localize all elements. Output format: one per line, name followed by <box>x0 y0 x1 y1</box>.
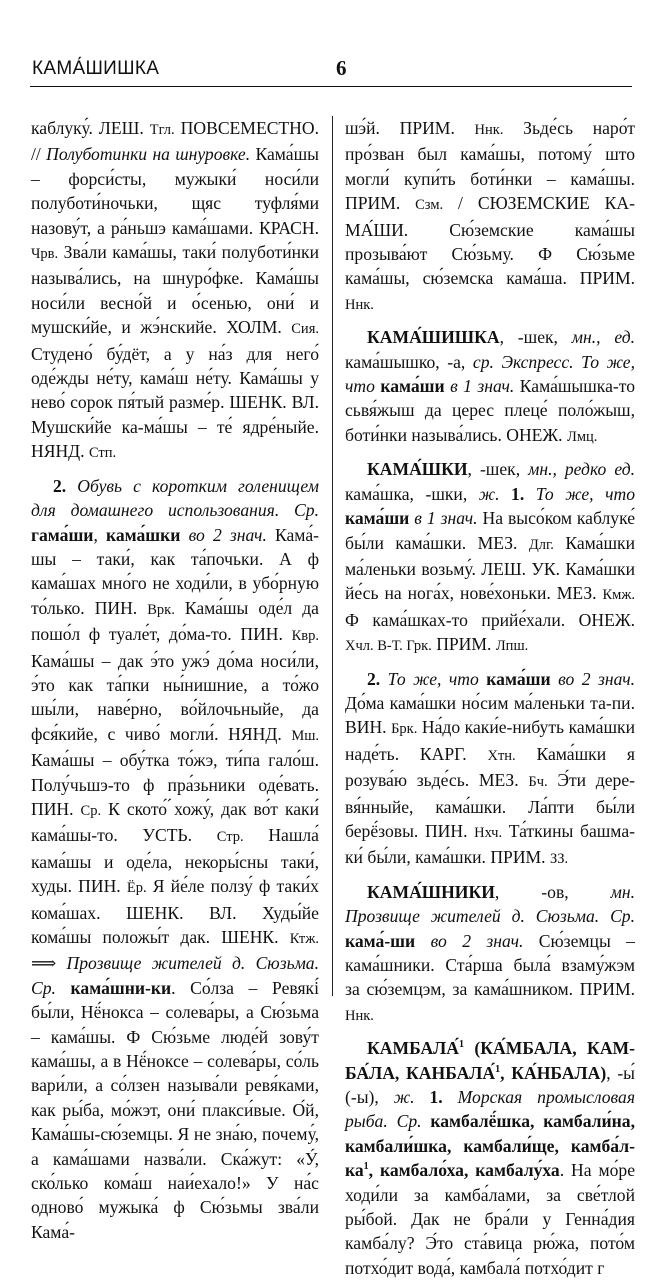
entry-text: , <box>554 1135 571 1156</box>
entry-text: Ннк. <box>474 122 504 138</box>
entry-text: Лпш. <box>495 638 529 655</box>
headword: КАМА́ШНИКИ <box>367 881 495 902</box>
entry-text: во 2 знач. <box>550 668 635 689</box>
column-divider <box>332 116 333 996</box>
entry-text: ж. <box>478 483 500 504</box>
entry-text: Врк. <box>147 601 175 618</box>
entry-text: гама́ши <box>31 524 94 545</box>
entry-text: камба́л-ка <box>345 1135 635 1181</box>
entry-text: 1. <box>414 1087 443 1108</box>
headword: КАМА́ШИШКА <box>367 327 500 348</box>
entry-text: , <box>93 524 106 545</box>
entry-text: Стр. <box>216 829 244 846</box>
entry-text: кама́ши <box>345 508 410 529</box>
entry-kamashniki <box>345 880 635 1028</box>
entry-text: Чрв. <box>31 246 59 263</box>
entry-text: (КА́МБАЛА, КАМ-БА́ЛА, КАНБАЛА́ <box>345 1038 635 1083</box>
entry-text: Обувь с коротким голенищем для домашнего использования. Ср. <box>31 475 319 521</box>
entry-text: мн., ед. <box>571 327 635 348</box>
entry-text: камбали́шка <box>345 1135 447 1156</box>
entry-text: 1 <box>495 1063 501 1075</box>
entry-text: Ктж. <box>289 931 319 947</box>
entry-text: На́до каки́е-нибуть кама́шки наде́ть. КАРГ. <box>345 717 635 764</box>
entry-text: Мш. <box>291 727 319 744</box>
entry-text: камбали́на <box>543 1111 631 1132</box>
entry-text: На высо́ком каблуке́ бы́ли кама́шки. МЕЗ. <box>345 508 636 553</box>
entry-text: То же, что <box>524 483 635 504</box>
entry-text: 2. <box>53 475 67 496</box>
entry-text: во 2 знач. <box>415 930 524 951</box>
entry-text: кама́шни-ки <box>70 977 172 998</box>
entry-text: кама́-ши <box>345 930 416 951</box>
entry-text: кама́ши <box>486 668 551 689</box>
entry-text: Брк. <box>391 721 418 738</box>
entry-text: , -ов, <box>494 881 611 902</box>
entry-text: Та́ткины башма-ки́ бы́ли, кама́шки. ПРИМ. <box>345 820 635 868</box>
entry-text: камбали́ще <box>463 1135 555 1156</box>
entry-text: Ф кама́шках-то прийе́хали. ОНЕЖ. <box>345 609 635 630</box>
entry-text: , -шек, <box>467 459 529 480</box>
entry-text: , -ы́ (-ы), <box>345 1062 635 1108</box>
running-head-word: КАМА́ШИШКА <box>32 58 160 79</box>
entry-text: , <box>630 1111 635 1132</box>
entry-text: во 2 знач. <box>180 524 267 545</box>
entry-text: Сзм. <box>415 197 444 214</box>
entry-text: 1. <box>499 483 525 504</box>
entry-text: , КА́НБАЛА) <box>500 1062 607 1083</box>
entry-kamashki-sense-2 <box>345 667 635 872</box>
entry-text: Длг. <box>528 536 554 553</box>
entry-text: Ср. <box>80 802 102 819</box>
headword: КАМА́ШКИ <box>367 459 468 480</box>
entry-text: Кама́шы – обу́тка то́жэ, ти́па гало́ш. Полу́чьшэ-то ф пра́зьники оде́вать. ПИН. <box>31 750 319 819</box>
entry-text: Зва́ли кама́шы, таки́ полуботи́нки называ́лись, на шнуро́фке. Кама́шы носи́ли весно́й и о́сенью, они́ и мушски́йе, и жэ́нскийе. ХОЛМ. <box>31 242 319 338</box>
entry-text: Нашла́ кама́шы и оде́ла, некоры́сны таки́, худы. ПИН. <box>31 825 319 897</box>
entry-text: Ннк. <box>345 296 374 313</box>
entry-text: Стп. <box>88 445 117 462</box>
entry-text: камбалу́ха <box>475 1160 560 1181</box>
entry-kamashishka <box>345 325 635 449</box>
entry-text: 1 <box>363 1161 369 1173</box>
page-number: 6 <box>336 56 347 80</box>
entry-text: Кама́шки я розува́ю зьде́сь. МЕЗ. <box>345 743 635 791</box>
entry-text: Прозвище жителей д. Сюзьма. Ср. <box>31 953 320 998</box>
entry-text: кама́ши <box>380 376 445 397</box>
entry-kamashi-sense-2 <box>31 474 319 1245</box>
entry-text: Ннк. <box>345 1007 374 1024</box>
entry-text: ср. Экспресс. То же, что <box>345 351 636 397</box>
entry-text: ж. <box>393 1087 415 1108</box>
entry-text: . Со́лза – Ревякі́ бы́ли, Нё́нокса – солева́ры, а Сю́зьма – кама́шы. Ф Сю́зьме люде́й зову́т кама́шы, а в Нё́ноксе – солева́ры, со́ль вари́ли, а со́лзен называ́ли ревя́ками, как ры́ба, мо́жэт, они́ плакси́вые. О́й, Кама́шы-сю́земцы. Я не зна́ю, почему́, а кама́шами назва́ли. Ска́жут: «У́, ско́лько кома́ш наи́ехало!» У на́с одново́ мужыка́ ф Сю́зьмы зва́ли Кама́- <box>31 977 319 1242</box>
entry-text: в 1 знач. <box>444 376 515 397</box>
entry-text: , <box>530 1111 544 1132</box>
entry-text: До́ма кама́шки но́сим ма́леньки та-пи. ВИН. <box>345 692 635 738</box>
entry-text: То же, что <box>380 668 487 689</box>
entry-text: , <box>446 1135 464 1156</box>
entry-text: ⟹ <box>31 953 67 974</box>
entry-text: Кмж. <box>602 587 635 604</box>
entry-text: Квр. <box>291 628 319 645</box>
entry-text: в 1 знач. <box>409 508 478 529</box>
right-column <box>345 116 635 1288</box>
entry-text: мн., редко ед. <box>528 459 635 480</box>
entry-text: Морская промысловая рыба. Ср. <box>345 1087 635 1132</box>
entry-text: Кама́шышка-то сьвя́жыш да церес плеце́ поло́жыш, боти́нки называ́лись. ОНЕЖ. <box>345 376 636 445</box>
entry-text: ПОВСЕМЕСТНО. // <box>31 118 319 165</box>
entry-text: Я йе́ле ползу́ ф таки́х кома́шах. ШЕНК. ВЛ. Худы́йе кома́шы положы́т дак. ШЕНК. <box>31 876 319 947</box>
entry-text: Лмц. <box>566 428 598 445</box>
entry-text: 2. <box>367 668 381 689</box>
entry-text: камбало́ха <box>379 1160 464 1181</box>
entry-kamashi-continuation-right <box>345 116 635 317</box>
entry-text: Полуботинки на шнуровке. <box>46 144 251 165</box>
entry-text: Нхч. <box>474 824 503 841</box>
entry-text: ПРИМ. <box>431 634 496 655</box>
entry-text: камбалё́шка <box>430 1111 530 1132</box>
entry-text: Кама́-шы – таки́, как та́почьки. А ф кама́шах мно́го не ходи́ли, в убо́рную то́лько. ПИН. <box>31 524 319 618</box>
entry-text: 1 <box>459 1039 464 1051</box>
entry-text: , <box>463 1160 476 1181</box>
entry-text: Хтн. <box>487 747 516 764</box>
entry-kamashi-continuation <box>31 116 319 466</box>
entry-text: Сия. <box>291 321 319 338</box>
entry-text: Студено́ бу́дёт, а у на́з для него́ оде́жды не́ту, кама́ш не́ту. Кама́шы у нево́ сорок пя́тый разме́р. ШЕНК. ВЛ. Мушски́йе ка-ма́шы – те́ ядре́ныйе. НЯНД. <box>31 343 319 462</box>
entry-kambala <box>345 1036 635 1280</box>
entry-text: кама́шки <box>105 524 181 545</box>
headword: КАМБАЛА́ <box>367 1038 459 1059</box>
entry-kamashki <box>345 457 635 658</box>
entry-text: / СЮЗЕМСКИЕ КА-МА́ШИ. Сю́земские кама́шы прозыва́ют Сю́зьму. Ф Сю́зьме кама́шы, сю́земска кама́ша. ПРИМ. <box>345 193 635 289</box>
entry-text: шэ́й. ПРИМ. <box>345 118 475 138</box>
entry-text: , <box>368 1160 380 1181</box>
entry-text: Э́ти дере-вя́нныйе, кама́шки. Ла́пти бы́ли берё́зовы. ПИН. <box>345 770 635 841</box>
entry-text: мн. Прозвище жителей д. Сюзьма. Ср. <box>345 881 635 927</box>
entry-text: ЗЗ. <box>549 851 569 868</box>
entry-text: Сю́земцы – кама́шники. Ста́рша была́ взаму́жэм за сю́земцэм, за кама́шником. ПРИМ. <box>345 930 635 1000</box>
entry-text: кама́шышко, -а, <box>345 351 473 372</box>
left-column <box>31 116 319 1252</box>
entry-text: Бч. <box>528 774 548 791</box>
entry-text: Кама́шы – форси́сты, мужыки́ носи́ли полуботи́ночьки, щяс туфля́ми назову́т, а ра́ньшэ кама́шами. КРАСН. <box>31 144 319 238</box>
entry-text: кама́шка, -шки, <box>345 483 479 504</box>
entry-text: Зьде́сь наро́т про́зван был кама́шы, потому́ што могли́ купи́ть боти́нки – кама́шы. ПРИМ. <box>345 118 635 214</box>
entry-text: Кама́шки ма́леньки возьму́. ЛЕШ. УК. Кама́шки йе́сь на нога́х, нове́хоньки. МЕЗ. <box>345 532 635 604</box>
running-head <box>30 56 632 87</box>
entry-text: Ёр. <box>126 880 147 897</box>
entry-text: Кама́шы – дак э́то ужэ́ до́ма носи́ли, э́то как та́пки ны́нишние, а то́жо шы́ли, наве́рно, во́йлочьныйе, да фся́кийе, с чиво́ могли́. НЯНД. <box>31 650 319 744</box>
entry-text: . На мо́ре ходи́ли за камба́лами, за све́тлой ры́бой. Дак не бра́ли у Генна́дия камба́лу? Э́то ста́вица рю́жа, пото́м потхо́дит вода́, камбала́ потхо́дит г <box>345 1160 636 1278</box>
entry-text: каблуку́. ЛЕШ. <box>31 118 150 138</box>
entry-text: Тгл. <box>149 122 175 138</box>
entry-text: К ското́ ́хожу́, дак во́т каки́ кама́шы-то. УСТЬ. <box>31 798 319 846</box>
entry-text: , -шек, <box>499 327 572 348</box>
entry-text: Хчл. В-Т. Грк. <box>345 638 432 655</box>
entry-text: Кама́шы оде́л да пошо́л ф туале́т, до́ма-то. ПИН. <box>31 597 319 645</box>
